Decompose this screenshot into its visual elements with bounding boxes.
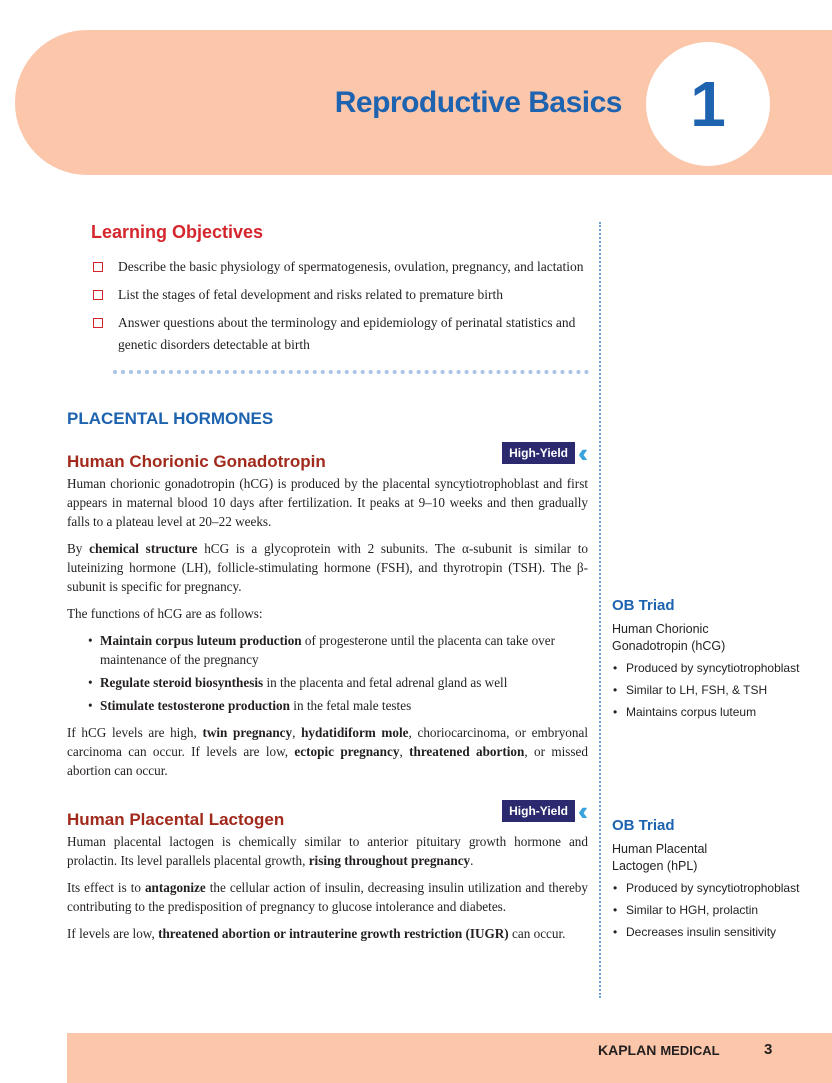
checkbox-icon (93, 262, 103, 272)
sidebar-divider (599, 222, 601, 998)
paragraph: If hCG levels are high, twin pregnancy, hydatidiform mole, choriocarcinoma, or embryonal carcinoma can occur. If levels are low, ectopic pregnancy, threatened abortion, or missed abortion can occur. (67, 725, 589, 778)
hpl-heading-row (67, 796, 588, 832)
section-heading: PLACENTAL HORMONES (67, 409, 274, 428)
badge-label: High-Yield (502, 800, 575, 822)
kaplan-logo: KAPLAN MEDICAL (598, 1042, 720, 1058)
hcg-heading: Human Chorionic Gonadotropin (67, 452, 326, 471)
objective-item (93, 312, 593, 356)
sidebar-title: Human Placental Lactogen (hPL) (612, 842, 708, 873)
checkbox-icon (93, 318, 103, 328)
learning-objectives-heading: Learning Objectives (91, 222, 264, 242)
footer-band (67, 1033, 832, 1083)
hpl-heading: Human Placental Lactogen (67, 810, 285, 829)
hcg-heading-row (67, 438, 588, 474)
badge-label: High-Yield (502, 442, 575, 464)
sidebar-heading: OB Triad (612, 597, 675, 614)
sidebar-bullet: • Produced by syncytiotrophoblast (612, 660, 817, 677)
chevrons-icon: ‹‹‹ (578, 438, 580, 468)
objective-item (93, 284, 593, 306)
paragraph: By chemical structure hCG is a glycoprotein with 2 subunits. The α-subunit is similar to luteinizing hormone (LH), follicle-stimulating hormone (FSH), and thyrotropin (TSH). The β-subunit is specific for pregnancy. (67, 541, 588, 594)
chapter-title: Reproductive Basics (334, 86, 622, 119)
objective-item (93, 256, 593, 278)
sidebar-bullet: • Decreases insulin sensitivity (612, 924, 817, 941)
main-column (67, 438, 589, 951)
chapter-number: 1 (646, 42, 770, 166)
objective-text: Describe the basic physiology of spermatogenesis, ovulation, pregnancy, and lactation (118, 259, 584, 274)
high-yield-badge (502, 438, 588, 468)
paragraph: Human placental lactogen is chemically similar to anterior pituitary growth hormone and prolactin. Its level parallels placental growth, rising throughout pregnancy. (67, 834, 588, 868)
sidebar-bullet: • Produced by syncytiotrophoblast (612, 880, 817, 897)
sidebar-box (612, 596, 817, 726)
chevrons-icon: ‹‹‹ (578, 796, 580, 826)
sidebar-heading: OB Triad (612, 817, 675, 834)
bullet: • Regulate steroid biosynthesis in the placenta and fetal adrenal gland as well (88, 673, 588, 692)
bullet: • Maintain corpus luteum production of progesterone until the placenta can take over maintenance of the pregnancy (88, 631, 588, 669)
objectives-list (93, 256, 593, 362)
sidebar-bullet: • Maintains corpus luteum (612, 704, 817, 721)
objective-text: List the stages of fetal development and risks related to premature birth (118, 287, 504, 302)
sidebar-title: Human Chorionic Gonadotropin (hCG) (612, 622, 726, 653)
divider (113, 370, 589, 374)
paragraph: If levels are low, threatened abortion or intrauterine growth restriction (IUGR) can occur. (67, 926, 566, 941)
paragraph: Its effect is to antagonize the cellular action of insulin, decreasing insulin utilization and thereby contributing to the predisposition of pregnancy to glucose intolerance and diabetes. (67, 880, 588, 914)
checkbox-icon (93, 290, 103, 300)
paragraph: Human chorionic gonadotropin (hCG) is produced by the placental syncytiotrophoblast and first appears in maternal blood 10 days after fertilization. It peaks at 9–10 weeks and then gradually falls to a plateau level at 20–22 weeks. (67, 476, 588, 529)
sidebar-bullet: • Similar to HGH, prolactin (612, 902, 817, 919)
sidebar-bullet: • Similar to LH, FSH, & TSH (612, 682, 817, 699)
paragraph: The functions of hCG are as follows: (67, 606, 263, 621)
objective-text: Answer questions about the terminology and epidemiology of perinatal statistics and genetic disorders detectable at birth (118, 315, 576, 352)
high-yield-badge (502, 796, 588, 826)
sidebar-box (612, 816, 817, 946)
page-number: 3 (764, 1041, 773, 1058)
bullet: • Stimulate testosterone production in the fetal male testes (88, 696, 588, 715)
